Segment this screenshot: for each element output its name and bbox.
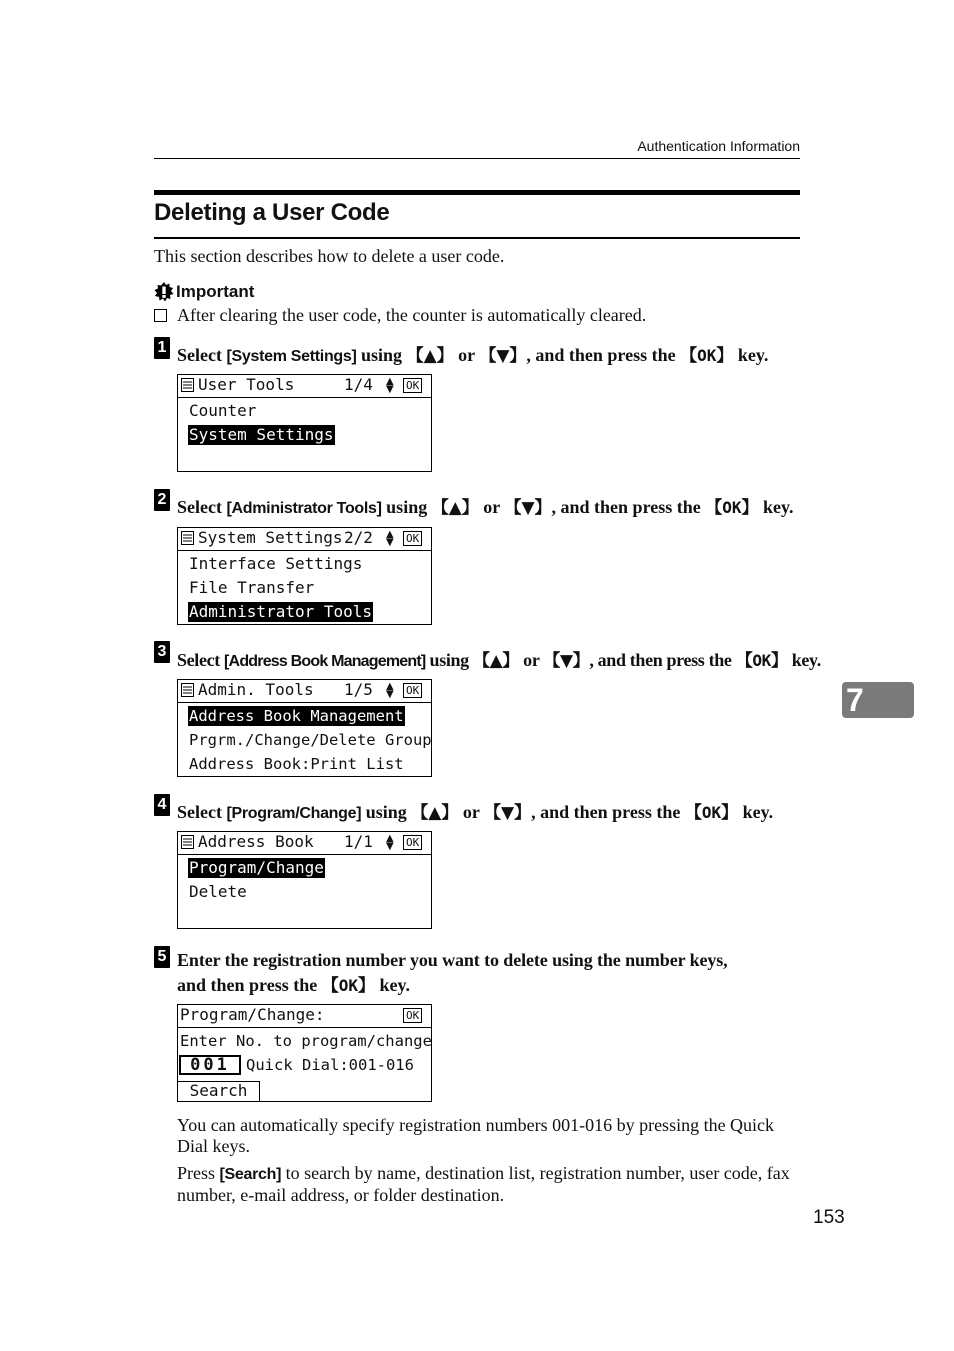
chapter-number: 7 [846,682,864,718]
step-number-1: 1 [154,337,170,359]
up-down-icon: ▲ ▼ [386,376,394,395]
lcd-ok-box: OK [403,378,422,393]
lcd-title: Address Book [198,832,314,851]
lcd-enter-number-prompt: Enter No. to program/change [180,1032,432,1050]
lcd-item-group: Prgrm./Change/Delete Group [189,731,432,749]
lcd-item-print-list: Address Book:Print List [189,755,404,773]
lcd-ok-box: OK [403,683,422,698]
ok-key: OK [338,976,358,995]
lcd-title-bar [178,375,431,398]
lcd-screen-user-tools [177,374,432,472]
up-down-icon: ▲ ▼ [386,529,394,548]
step-5-instruction-line1: Enter the registration number you want to delete using the number keys, [177,950,728,970]
system-settings-label: [System Settings] [226,348,357,365]
document-icon [181,378,194,392]
document-icon [181,531,194,545]
lcd-title: User Tools [198,375,295,394]
step-3-instruction: Select [Address Book Management] using 【▲】 or 【▼】, and then press the 【OK】 key. [177,650,821,671]
lcd-title-bar [178,680,431,703]
lcd-title-bar [178,832,431,855]
ok-key: OK [722,498,742,517]
ok-key: OK [752,651,771,670]
up-arrow-icon: ▲ [448,498,462,518]
search-paragraph: Press [Search] to search by name, destination list, registration number, user code, fax number, e-mail address, or folder destination. [177,1163,790,1205]
section-title: Deleting a User Code [154,199,390,226]
step-number-2: 2 [154,489,170,511]
header-rule [154,158,800,159]
lcd-search-button: Search [178,1081,260,1101]
down-arrow-icon: ▼ [559,651,573,671]
document-icon [181,683,194,697]
address-book-management-label: [Address Book Management] [224,653,426,670]
page-number: 153 [813,1207,845,1228]
step-2-instruction: Select [Administrator Tools] using 【▲】 or 【▼】, and then press the 【OK】 key. [177,497,794,518]
section-title-underline [154,237,800,239]
document-icon [181,835,194,849]
lcd-screen-address-book [177,831,432,929]
section-intro: This section describes how to delete a user code. [154,246,505,266]
section-top-rule [154,190,800,195]
lcd-title-bar [178,528,431,551]
lcd-title-bar [178,1005,431,1028]
up-down-icon: ▲ ▼ [386,681,394,700]
important-icon [154,282,174,302]
down-arrow-icon: ▼ [496,346,510,366]
quick-dial-paragraph: You can automatically specify registration numbers 001-016 by pressing the Quick Dial keys. [177,1115,775,1156]
lcd-page: 1/4 [344,375,373,394]
lcd-item-administrator-tools: Administrator Tools [189,602,373,621]
important-heading [154,282,254,302]
important-label: Important [176,282,255,301]
step-number-5: 5 [154,946,170,968]
lcd-item-program-change: Program/Change [189,858,324,877]
program-change-label: [Program/Change] [226,805,362,822]
step-5-instruction-line2: and then press the 【OK】 key. [177,975,410,996]
lcd-ok-box: OK [403,531,422,546]
up-arrow-icon: ▲ [489,651,503,671]
important-note-text: After clearing the user code, the counter is automatically cleared. [177,305,647,325]
lcd-title: Admin. Tools [198,680,314,699]
step-1-instruction: Select [System Settings] using 【▲】 or 【▼】, and then press the 【OK】 key. [177,345,769,366]
lcd-page: 1/5 [344,680,373,699]
lcd-ok-box: OK [403,1008,422,1023]
checkbox-icon [154,309,167,322]
lcd-item-delete: Delete [189,882,247,901]
lcd-page: 1/1 [344,832,373,851]
step-4-instruction: Select [Program/Change] using 【▲】 or 【▼】, and then press the 【OK】 key. [177,802,774,823]
lcd-ok-box: OK [403,835,422,850]
search-label: [Search] [219,1166,282,1183]
lcd-screen-program-change [177,1004,432,1102]
lcd-page: 2/2 [344,528,373,547]
down-arrow-icon: ▼ [521,498,535,518]
lcd-quick-dial-range: Quick Dial:001-016 [246,1056,414,1074]
ok-key: OK [701,803,722,822]
down-arrow-icon: ▼ [501,803,515,823]
lcd-item-system-settings: System Settings [189,425,334,444]
lcd-screen-admin-tools [177,679,432,777]
lcd-title: System Settings [198,528,343,547]
up-arrow-icon: ▲ [423,346,437,366]
lcd-item-counter: Counter [189,401,257,420]
lcd-item-address-book-management: Address Book Management [189,707,404,725]
administrator-tools-label: [Administrator Tools] [226,500,382,517]
up-down-icon: ▲ ▼ [386,833,394,852]
running-head: Authentication Information [637,138,800,154]
lcd-registration-number: 001 [179,1055,241,1075]
step-number-3: 3 [154,641,170,663]
up-arrow-icon: ▲ [428,803,442,823]
lcd-item-interface-settings: Interface Settings [189,554,363,573]
lcd-title: Program/Change: [180,1005,325,1024]
step-number-4: 4 [154,794,170,816]
ok-key: OK [697,346,717,365]
lcd-screen-system-settings [177,527,432,625]
important-note [154,305,646,326]
lcd-item-file-transfer: File Transfer [189,578,315,597]
chapter-tab [842,682,914,718]
